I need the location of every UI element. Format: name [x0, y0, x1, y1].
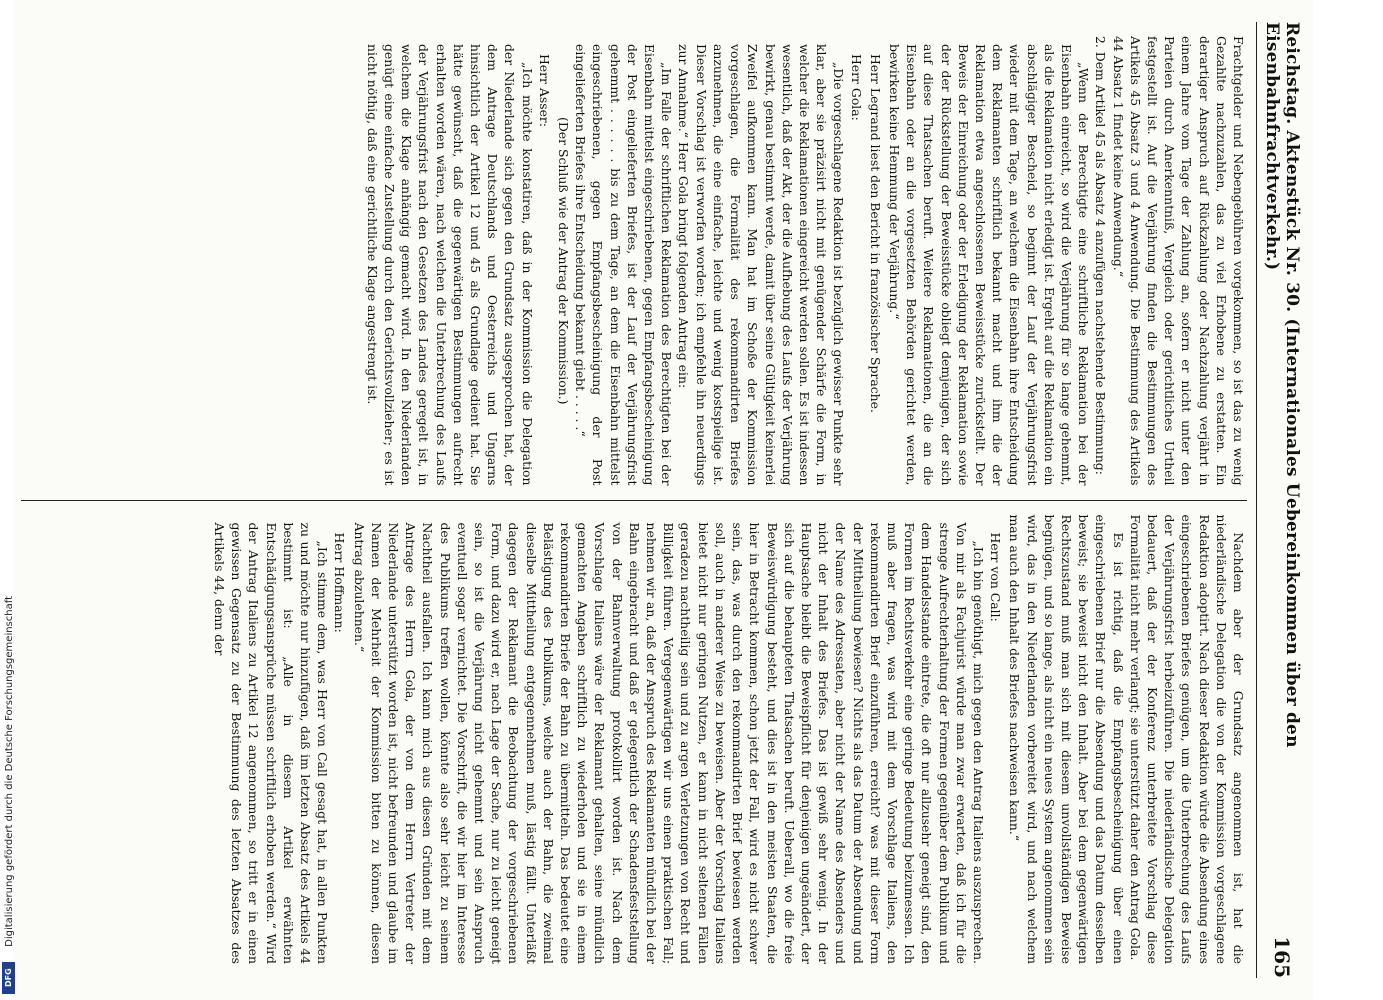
paragraph: „Die vorgeschlagene Redaktion ist bezüglich gewisser Punkte sehr klar, aber sie präzisirt nicht mit genügender Schärfe die Form, in welcher die Reklamationen eingereicht werden sollen. Es ist indessen wesentlich, daß der Akt, der die Aufhebung des Laufs der Verjährung bewirkt, genau bestimmt werde, damit über seine Gültigkeit keinerlei Zweifel aufkommen kann. Man hat im Schoße der Kommission vorgeschlagen, die Formalität des rekommandirten Briefes anzunehmen, die eine einfache, leichte und wenig kostspielige ist. Dieser Vorschlag ist verworfen worden; ich empfehle ihn neuerdings zur Annahme.“ Herr Gola bringt folgenden Antrag ein:: [676, 44, 847, 486]
dfg-logo: DFG: [2, 962, 15, 994]
paragraph: Herr von Call:: [988, 532, 1004, 622]
column-left: [21, 22, 1247, 500]
paragraph: „Ich bin genöthigt, mich gegen den Antrag Italiens auszusprechen. Von mir als Fachjurist würde man zwar erwarten, daß ich für die strenge Aufrechterhaltung der Formen gegenüber dem Publikum und dem Handelsstande eintrete, die oft nur allzusehr geneigt sind, den Formen im Rechtsverkehr eine geringe Bedeutung beizumessen. Ich muß aber fragen, was wird mit dem Vorschlage Italiens, den rekommandirten Brief einzuführen, erreicht? was mit dieser Form der Mittheilung bewiesen? Nichts als das Datum der Absendung und der Name des Adressaten, aber nicht der Name des Absenders und nicht der Inhalt des Briefes. Das ist gewiß sehr wenig. In der Hauptsache bleibt die Beweispflicht für denjenigen ungeändert, der sich auf die behaupteten Thatsachen beruft. Ueberall, wo die freie Beweiswürdigung besteht, und dies ist in den meisten Staaten, die hier in Betracht kommen, schon jetzt der Fall, wird es nicht schwer sein, das, was durch den rekommandirten Brief bewiesen werden soll, auch in anderer Weise zu beweisen. Aber der Vorschlag Italiens bietet nicht nur geringen Nutzen, er kann in nicht seltenen Fällen geradezu nachtheilig sein und zu argen Verletzungen von Recht und Billigkeit führen. Vergegenwärtigen wir uns einen praktischen Fall; nehmen wir an, daß der Anspruch des Reklamanten mündlich bei der Bahn eingebracht und daß er gelegentlich der Schadensfeststellung von der Bahnverwaltung protokollirt worden ist. Nach dem Vorschlage Italiens wäre der Reklamant gehalten, seine mündlich gemachten Angaben schriftlich zu wiederholen und sie in einem rekommandirten Briefe der Bahn zu übermitteln. Das bedeutet eine Belästigung des Publikums, welche auch der Bahn, die zweimal dieselbe Mittheilung entgegennehmen muß, lästig fällt. Unterläßt dagegen der Reklamant die Beobachtung der vorgeschriebenen Form, und dazu wird er, nach Lage der Sache, nur zu leicht geneigt sein, so ist die Verjährung nicht gehemmt und sein Anspruch eventuell sogar vernichtet. Die Vorschrift, die wir hier im Interesse des Publikums treffen wollen, könnte also sehr leicht zu seinem Nachtheil ausfallen. Ich kann mich aus diesen Gründen mit dem Antrage des Herrn Gola, der von dem Herrn Vertreter der Niederlande unterstützt worden ist, nicht befreunden und glaube im Namen der Mehrheit der Kommission bitten zu können, diesen Antrag abzulehnen.“: [351, 522, 986, 964]
paragraph: Herr Hoffmann:: [332, 532, 348, 633]
paragraph: (Der Schluß wie der Antrag der Kommission.): [556, 117, 572, 405]
paragraph: Herr Legrand liest den Bericht in französischer Sprache.: [867, 54, 883, 413]
paragraph: Frachtgelder und Nebengebühren vorgekommen, so ist das zu wenig Gezahlte nachzuzahlen, das zu viel Erhobene zu erstatten. Ein derartiger Anspruch auf Rückzahlung oder Nachzahlung verjährt in einem Jahre vom Tage der Zahlung an, sofern er nicht unter den Parteien durch Anerkenntniß, Vergleich oder gerichtliches Urtheil festgestellt ist. Auf die Verjährung finden die Bestimmungen des Artikels 45 Absatz 3 und 4 Anwendung. Die Bestimmung des Artikels 44 Absatz 1 findet keine Anwendung.“: [1110, 36, 1246, 486]
page-title: Reichstag. Aktenstück Nr. 30. (Internationales Uebereinkommen über den Eisenbahnfrachtverkehr.): [1262, 22, 1302, 748]
digitization-credit: Digitalisierung gefördert durch die Deutsche Forschungsgemeinschaft: [4, 596, 15, 947]
paragraph: „Wenn der Berechtigte eine schriftliche Reklamation bei der Eisenbahn einreicht, so wird die Verjährung für so lange gehemmt, als die Reklamation nicht erledigt ist. Ergeht auf die Reklamation ein abschlägiger Bescheid, so beginnt der Lauf der Verjährungsfrist wieder mit dem Tage, an welchem die Eisenbahn ihre Entscheidung dem Reklamanten schriftlich bekannt macht und ihm die der Reklamation etwa angeschlossenen Beweisstücke zurückstellt. Der Beweis der Einreichung oder der Erledigung der Reklamation sowie der der Rückstellung der Beweisstücke obliegt demjenigen, der sich auf diese Thatsachen beruft. Weitere Reklamationen, die an die Eisenbahn oder an die vorgesetzten Behörden gerichtet werden, bewirken keine Hemmung der Verjährung.“: [886, 44, 1092, 486]
text-columns: [21, 22, 1247, 978]
paragraph: „Ich möchte konstatiren, daß in der Kommission die Delegation der Niederlande sich gegen den Grundsatz ausgesprochen hat, der dem Antrage Deutschlands und Oesterreichs und Ungarns hinsichtlich der Artikel 12 und 45 als Grundlage gedient hat. Sie hätte gewünscht, daß die gegenwärtigen Bestimmungen aufrecht erhalten worden wären, nach welchen die Unterbrechung des Laufs der Verjährungsfrist nach den Gesetzen des Landes geregelt ist, in welchem die Klage anhängig gemacht wird. In den Niederlanden genügt eine einfache Zustellung durch den Gerichtsvollzieher; es ist nicht nöthig, daß eine gerichtliche Klage angestrengt ist.: [364, 44, 535, 486]
paragraph: Es ist richtig, daß die Empfangsbescheinigung über einen eingeschriebenen Brief nur die Absendung und das Datum desselben beweist; sie beweist nicht den Inhalt. Aber bei dem gegenwärtigen Rechtszustand muß man sich mit diesem unvollständigen Beweise begnügen, und so lange, als nicht ein neues System angenommen sein wird, das in den Niederlanden vorbereitet wird, und nach welchem man auch den Inhalt des Briefes nachweisen kann.“: [1007, 514, 1126, 964]
paragraph: „Im Falle der schriftlichen Reklamation des Berechtigten bei der Eisenbahn mittelst eingeschriebenen, gegen Empfangsbescheinigung der Post eingelieferten Briefes, ist der Lauf der Verjährungsfrist gehemmt . . . . . . bis zu dem Tage, an dem die Eisenbahn mittelst eingeschriebenen, gegen Empfangsbescheinigung der Post eingelieferten Briefes ihre Entscheidung bekannt giebt . . . . .“: [573, 44, 675, 486]
page-header: [1256, 22, 1307, 978]
paragraph: Nachdem aber der Grundsatz angenommen ist, hat die niederländische Delegation die von der Kommission vorgeschlagene Redaktion adoptirt. Nach dieser Redaktion würde die Absendung eines eingeschriebenen Briefes genügen, um die Unterbrechung des Laufs der Verjährungsfrist herbeizuführen. Die niederländische Delegation bedauert, daß der der Konferenz unterbreitete Vorschlag diese Formalität nicht mehr verlangt; sie unterstützt daher den Antrag Gola.: [1127, 514, 1246, 964]
paragraph: Herr Asser:: [536, 54, 552, 128]
rotated-page: [13, 0, 1313, 1000]
page-number: 165: [1270, 936, 1294, 978]
paragraph: Herr Gola:: [848, 54, 864, 121]
paragraph: 2. Dem Artikel 45 als Absatz 4 anzufügen nachstehende Bestimmung:: [1093, 36, 1109, 475]
paragraph: „Ich stimme dem, was Herr von Call gesagt hat, in allen Punkten zu und möchte nur hinzufügen, daß im letzten Absatz des Artikels 44 bestimmt ist: „Alle in diesem Artikel erwähnten Entschädigungsansprüche müssen schriftlich erhoben werden.“ Wird der Antrag Italiens zu Artikel 12 angenommen, so tritt er in einen gewissen Gegensatz zu der Bestimmung des letzten Absatzes des Artikels 44, denn der: [212, 522, 331, 964]
column-right: [21, 500, 1247, 979]
